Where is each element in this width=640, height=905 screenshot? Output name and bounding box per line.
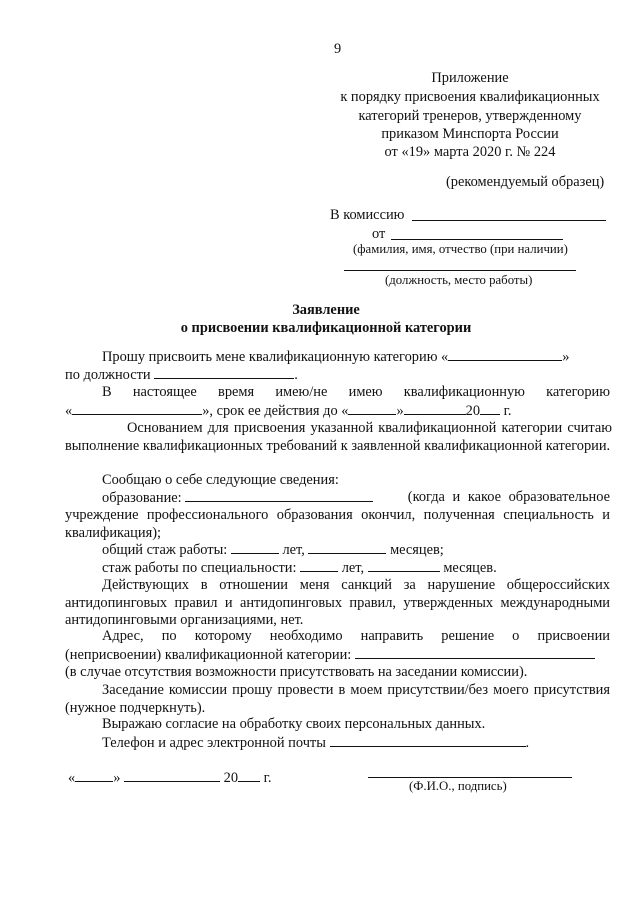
title-line-2: о присвоении квалификационной категории	[180, 320, 472, 336]
header-line-1: Приложение	[431, 70, 509, 86]
p1-position-label: по должности	[65, 367, 151, 383]
p2-q1: «	[65, 403, 73, 419]
education-line	[185, 489, 373, 502]
p6-years-line	[231, 541, 279, 554]
p10-paragraph: Заседание комиссии прошу провести в моем присутствии/без моего присутствия (нужное подчеркнуть).	[65, 682, 610, 716]
footer-year-prefix: 20	[223, 770, 239, 786]
header-line-2: к порядку присвоения квалификационных	[340, 89, 600, 105]
p2-year-suffix: г.	[503, 403, 512, 419]
p1-position-line	[154, 366, 294, 379]
p7-years: лет,	[341, 560, 365, 576]
footer-day-line	[75, 769, 113, 782]
p5-line1	[102, 489, 610, 508]
footer-year-line	[238, 769, 260, 782]
p4-text: Сообщаю о себе следующие сведения:	[102, 472, 339, 488]
contacts-line	[330, 734, 526, 747]
footer-date	[68, 769, 272, 788]
p1-category-line	[448, 348, 562, 361]
p9-line3: (в случае отсутствия возможности присутствовать на заседании комиссии).	[65, 664, 528, 680]
p5-rest2: учреждение профессионального образования окончил, полученная специальность и квалификация);	[65, 507, 610, 541]
p9-line1: Адрес, по которому необходимо направить решение о присвоении	[102, 628, 610, 644]
p3-paragraph: Основанием для присвоения указанной квалификационной категории считаю выполнение квалификационных требований к заявленной квалификационной категории.	[65, 420, 612, 454]
p6-years: лет,	[282, 542, 305, 558]
position-line	[344, 270, 576, 271]
p12-end: .	[525, 735, 530, 751]
page-number: 9	[334, 41, 342, 57]
header-line-5: от «19» марта 2020 г. № 224	[384, 144, 556, 160]
p6-line	[102, 541, 444, 560]
address-line	[355, 646, 595, 659]
p1-period: .	[294, 367, 298, 383]
p7-months: месяцев.	[443, 560, 497, 576]
p12-label: Телефон и адрес электронной почты	[102, 735, 326, 751]
p8-paragraph: Действующих в отношении меня санкций за нарушение общероссийских антидопинговых правил и антидопинговых правил, утвержденных международными антидопинговыми организациями, нет.	[65, 577, 610, 629]
p7-line	[102, 559, 497, 578]
p2-year-line	[480, 402, 500, 415]
p2-category-line	[72, 402, 202, 415]
p12-line	[102, 734, 529, 753]
from-label: от	[372, 226, 386, 242]
footer-q-close: »	[113, 770, 121, 786]
p1-text	[102, 348, 569, 367]
header-line-3: категорий тренеров, утвержденному	[358, 108, 582, 124]
fio-hint: (фамилия, имя, отчество (при наличии)	[353, 242, 568, 256]
footer-month-line	[124, 769, 220, 782]
p5-rest1: (когда и какое образовательное	[407, 489, 610, 505]
p1-end: »	[562, 349, 570, 365]
p9-label: (неприсвоении) квалификационной категории:	[65, 647, 352, 663]
position-hint: (должность, место работы)	[385, 273, 533, 287]
p6-months-line	[308, 541, 386, 554]
p7-years-line	[300, 559, 338, 572]
p2-year-prefix: 20	[465, 403, 481, 419]
p7-months-line	[368, 559, 440, 572]
header-line-4: приказом Минспорта России	[381, 126, 559, 142]
p1-start: Прошу присвоить мене квалификационную категорию «	[102, 349, 449, 365]
p11-text: Выражаю согласие на обработку своих персональных данных.	[102, 716, 486, 732]
p5-label: образование:	[102, 490, 182, 506]
sample-note: (рекомендуемый образец)	[446, 174, 605, 190]
p7-label: стаж работы по специальности:	[102, 560, 297, 576]
title-line-1: Заявление	[292, 302, 360, 318]
p9-line2	[65, 646, 595, 665]
p6-label: общий стаж работы:	[102, 542, 228, 558]
to-commission-label: В комиссию	[330, 207, 405, 223]
from-line	[391, 239, 563, 240]
p2-month-line	[404, 402, 466, 415]
signature-hint: (Ф.И.О., подпись)	[409, 779, 507, 793]
p2-line2	[65, 402, 512, 421]
footer-year-suffix: г.	[263, 770, 272, 786]
p2-line1: В настоящее время имею/не имею квалификационную категорию	[102, 384, 610, 400]
p2-q2: »	[396, 403, 404, 419]
signature-line	[368, 777, 572, 778]
p6-months: месяцев;	[390, 542, 444, 558]
footer-q-open: «	[68, 770, 76, 786]
to-commission-line	[412, 220, 606, 221]
p1-line2	[65, 366, 298, 385]
p2-day-line	[348, 402, 396, 415]
p2-mid: », срок ее действия до «	[202, 403, 349, 419]
